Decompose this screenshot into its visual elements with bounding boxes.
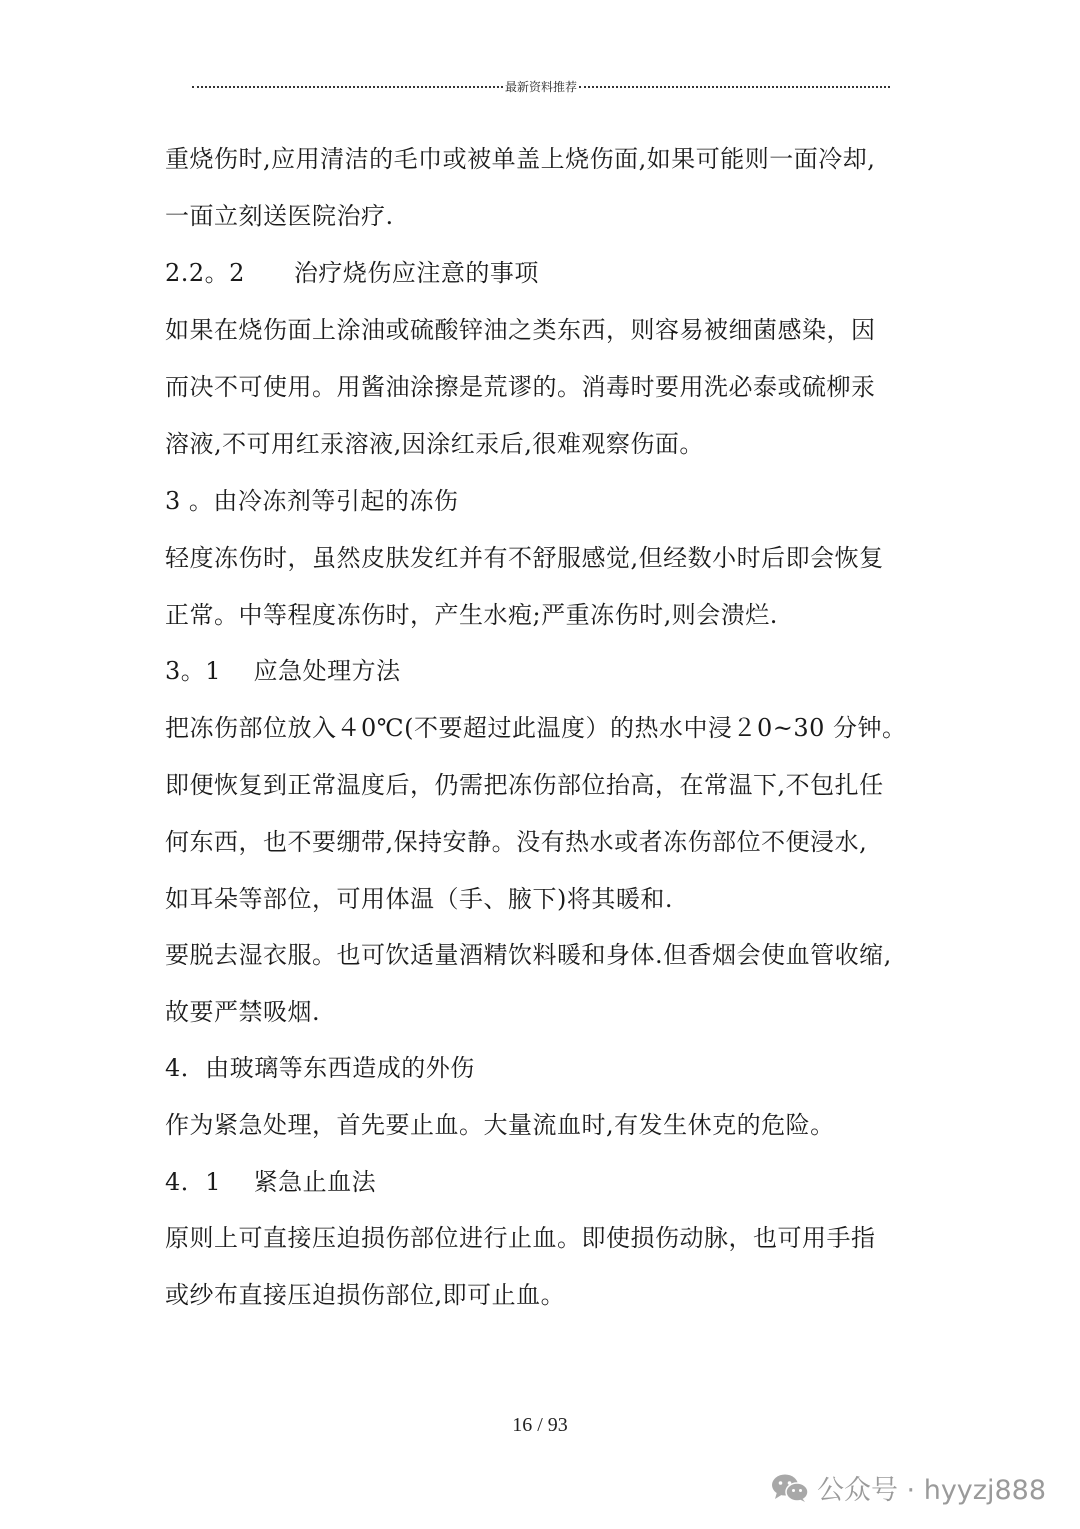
body-line: 原则上可直接压迫损伤部位进行止血。即使损伤动脉，也可用手指: [165, 1224, 876, 1252]
page-number: 16 / 93: [512, 1414, 568, 1436]
page-header: [192, 76, 890, 96]
body-line: 作为紧急处理，首先要止血。大量流血时,有发生休克的危险。: [165, 1111, 835, 1139]
header-dotted-rule-right: [579, 86, 890, 88]
body-line: 一面立刻送医院治疗.: [165, 202, 394, 230]
section-heading: 3。1 应急处理方法: [165, 657, 401, 685]
section-heading: 2.2。2 治疗烧伤应注意的事项: [165, 259, 539, 287]
section-heading: 4．由玻璃等东西造成的外伤: [165, 1054, 475, 1082]
body-line: 故要严禁吸烟.: [165, 998, 321, 1026]
watermark: [771, 1468, 1046, 1507]
watermark-text: 公众号 · hyyzj888: [816, 1475, 1046, 1506]
section-heading: 3 。由冷冻剂等引起的冻伤: [165, 487, 459, 515]
body-line: 即便恢复到正常温度后，仍需把冻伤部位抬高，在常温下,不包扎任: [165, 771, 884, 799]
body-line: 轻度冻伤时，虽然皮肤发红并有不舒服感觉,但经数小时后即会恢复: [165, 544, 884, 572]
header-dotted-rule-left: [192, 86, 503, 88]
body-line: 正常。中等程度冻伤时，产生水疱;严重冻伤时,则会溃烂.: [165, 601, 778, 629]
wechat-icon: [771, 1473, 809, 1503]
body-line: 何东西，也不要绷带,保持安静。没有热水或者冻伤部位不便浸水,: [165, 828, 868, 856]
body-line: 如果在烧伤面上涂油或硫酸锌油之类东西，则容易被细菌感染，因: [165, 316, 876, 344]
body-line: 溶液,不可用红汞溶液,因涂红汞后,很难观察伤面。: [165, 430, 704, 458]
body-line: 如耳朵等部位，可用体温（手、腋下)将其暖和.: [165, 885, 673, 913]
body-line: 把冻伤部位放入４0℃(不要超过此温度）的热水中浸２0~30 分钟。: [165, 714, 907, 742]
body-line: 而决不可使用。用酱油涂擦是荒谬的。消毒时要用洗必泰或硫柳汞: [165, 373, 876, 401]
section-heading: 4．1 紧急止血法: [165, 1168, 377, 1196]
body-line: 要脱去湿衣服。也可饮适量酒精饮料暖和身体.但香烟会使血管收缩,: [165, 941, 892, 969]
header-label: 最新资料推荐: [505, 79, 578, 94]
body-line: 重烧伤时,应用清洁的毛巾或被单盖上烧伤面,如果可能则一面冷却,: [165, 145, 876, 173]
body-line: 或纱布直接压迫损伤部位,即可止血。: [165, 1281, 566, 1309]
